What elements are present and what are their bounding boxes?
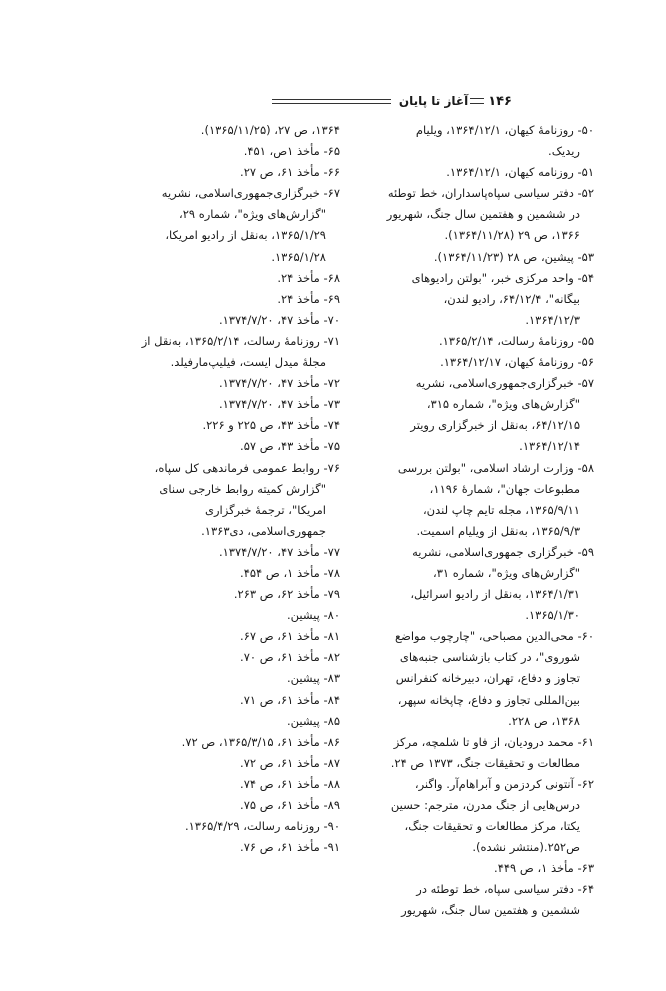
endnote-line bbox=[128, 753, 340, 774]
endnote-number: ۶۷- bbox=[323, 186, 340, 201]
endnote-text: ششمین و هفتمین سال جنگ، شهریور bbox=[401, 903, 580, 918]
endnote-text: پیشین. bbox=[287, 608, 320, 623]
endnote-text: ۱۳۶۵/۱/۲۹، به‌نقل از رادیو امریکا، bbox=[165, 228, 326, 243]
endnote-number: ۷۷- bbox=[323, 544, 340, 559]
endnote-line bbox=[128, 542, 340, 563]
endnote-line bbox=[354, 352, 594, 373]
endnote-line bbox=[354, 225, 594, 246]
endnote-line bbox=[354, 753, 594, 774]
endnote-text: دفتر سیاسی سپاه، خط توطئه در bbox=[416, 882, 574, 897]
endnote-text: مأخذ ۱، ص ۴۵۴. bbox=[240, 565, 320, 580]
endnote-line bbox=[128, 415, 340, 436]
endnote-line bbox=[354, 500, 594, 521]
endnote-number: ۷۸- bbox=[323, 565, 340, 580]
endnote-line bbox=[354, 900, 594, 921]
endnote-line bbox=[354, 331, 594, 352]
endnote-line bbox=[354, 415, 594, 436]
endnote-line bbox=[128, 732, 340, 753]
endnote-line bbox=[128, 162, 340, 183]
endnote-line bbox=[128, 120, 340, 141]
endnote-number: ۵۴- bbox=[577, 270, 594, 285]
endnote-text: بیگانه"، ۶۴/۱۲/۴، رادیو لندن، bbox=[443, 291, 580, 306]
endnote-text: خبرگزاری‌جمهوری‌اسلامی، نشریه bbox=[415, 376, 574, 391]
endnote-line bbox=[354, 183, 594, 204]
endnote-text: واحد مرکزی خبر، "بولتن رادیوهای bbox=[411, 270, 574, 285]
endnote-number: ۶۹- bbox=[323, 291, 340, 306]
endnote-line bbox=[354, 605, 594, 626]
endnote-line bbox=[354, 310, 594, 331]
endnote-line bbox=[354, 479, 594, 500]
endnote-number: ۸۹- bbox=[323, 798, 340, 812]
endnote-number: ۶۱- bbox=[577, 734, 594, 749]
endnote-line bbox=[354, 647, 594, 668]
endnote-text: پیشین. bbox=[287, 671, 320, 686]
endnote-text: خبرگزاری جمهوری‌اسلامی، نشریه bbox=[412, 544, 574, 559]
endnote-number: ۸۲- bbox=[323, 650, 340, 665]
endnote-text: مأخذ ۶۱، ص ۷۵. bbox=[240, 798, 320, 812]
endnote-line bbox=[128, 204, 340, 225]
endnote-text: پیشین. bbox=[287, 713, 320, 728]
endnote-line bbox=[354, 120, 594, 141]
notes-column-right bbox=[354, 120, 594, 922]
endnote-text: بین‌المللی تجاوز و دفاع، چاپخانه سپهر، bbox=[397, 692, 580, 707]
endnote-text: روزنامهٔ رسالت، ۱۳۶۵/۲/۱۴، به‌نقل از bbox=[141, 333, 320, 348]
page-number: ۱۴۶ bbox=[488, 93, 512, 109]
endnote-text: مأخذ ۴۷، ۱۳۷۴/۷/۲۰. bbox=[218, 544, 320, 559]
endnote-line bbox=[128, 647, 340, 668]
endnote-line bbox=[128, 837, 340, 858]
endnote-text: مأخذ ۶۱، ص ۷۲. bbox=[240, 755, 320, 770]
endnote-line bbox=[354, 542, 594, 563]
endnote-line bbox=[128, 626, 340, 647]
endnote-number: ۸۰- bbox=[323, 608, 340, 623]
endnote-number: ۷۵- bbox=[323, 439, 340, 454]
endnote-line bbox=[354, 858, 594, 879]
endnote-line bbox=[128, 331, 340, 352]
endnote-line bbox=[354, 732, 594, 753]
endnote-line bbox=[128, 795, 340, 816]
endnote-text: ۱۳۶۴/۱۲/۱۴. bbox=[519, 439, 580, 454]
endnote-line bbox=[354, 458, 594, 479]
endnote-text: روزنامه کیهان، ۱۳۶۴/۱۲/۱. bbox=[446, 165, 574, 180]
endnote-text: ۱۳۶۵/۱/۳۰. bbox=[525, 608, 580, 623]
endnote-number: ۷۰- bbox=[323, 312, 340, 327]
endnote-text: مأخذ ۴۷، ۱۳۷۴/۷/۲۰. bbox=[218, 397, 320, 412]
endnote-line bbox=[354, 563, 594, 584]
endnote-line bbox=[354, 795, 594, 816]
endnote-text: مطالعات و تحقیقات جنگ، ۱۳۷۳ ص ۲۴. bbox=[390, 755, 580, 770]
endnote-number: ۷۴- bbox=[323, 418, 340, 433]
endnote-line bbox=[128, 458, 340, 479]
endnote-number: ۹۰- bbox=[323, 819, 340, 834]
endnote-number: ۸۱- bbox=[323, 629, 340, 644]
endnote-text: مأخذ ۴۳، ص ۲۲۵ و ۲۲۶. bbox=[202, 418, 320, 433]
endnote-text: ۶۴/۱۲/۱۵، به‌نقل از خبرگزاری رویتر bbox=[410, 418, 580, 433]
endnote-line bbox=[128, 225, 340, 246]
endnote-line bbox=[128, 394, 340, 415]
endnote-text: در ششمین و هفتمین سال جنگ، شهریور bbox=[386, 207, 580, 222]
endnote-number: ۸۷- bbox=[323, 755, 340, 770]
endnote-line bbox=[354, 774, 594, 795]
endnote-text: روابط عمومی فرماندهی کل سپاه، bbox=[154, 460, 320, 475]
endnote-text: روزنامهٔ کیهان، ۱۳۶۴/۱۲/۱۷. bbox=[440, 355, 574, 370]
endnote-text: امریکا"، ترجمهٔ خبرگزاری bbox=[204, 502, 326, 517]
endnote-text: وزارت ارشاد اسلامی، "بولتن بررسی bbox=[397, 460, 574, 475]
endnote-text: مأخذ ۱، ص ۴۴۹. bbox=[494, 861, 574, 876]
endnote-line bbox=[354, 711, 594, 732]
endnote-text: ۱۳۶۸، ص ۲۲۸. bbox=[508, 713, 580, 728]
endnote-number: ۶۴- bbox=[577, 882, 594, 897]
endnote-text: ۱۳۶۵/۱/۲۸. bbox=[271, 249, 326, 264]
endnote-text: روزنامه رسالت، ۱۳۶۵/۴/۲۹. bbox=[184, 819, 320, 834]
endnote-text: "گزارش‌های ویژه"، شماره ۳۱، bbox=[432, 565, 580, 580]
endnote-number: ۶۲- bbox=[577, 776, 594, 791]
endnote-text: پیشین، ص ۲۸ (۱۳۶۴/۱۱/۲۳). bbox=[433, 249, 574, 264]
endnote-number: ۹۱- bbox=[323, 840, 340, 855]
endnote-number: ۸۸- bbox=[323, 776, 340, 791]
endnote-text: مأخذ ۲۴. bbox=[277, 291, 320, 306]
endnote-number: ۸۵- bbox=[323, 713, 340, 728]
running-title: آغاز تا پایان bbox=[398, 94, 469, 108]
endnote-number: ۷۲- bbox=[323, 376, 340, 391]
endnote-number: ۶۵- bbox=[323, 144, 340, 159]
endnote-line bbox=[128, 289, 340, 310]
endnote-text: مأخذ ۶۱، ص ۷۱. bbox=[240, 692, 320, 707]
endnote-text: محمد درودیان، از فاو تا شلمچه، مرکز bbox=[393, 734, 574, 749]
endnote-number: ۵۹- bbox=[577, 544, 594, 559]
endnote-text: مأخذ ۶۱، ص ۶۷. bbox=[240, 629, 320, 644]
endnote-line bbox=[128, 605, 340, 626]
endnote-text: ۱۳۶۵/۹/۱۱، مجله تایم چاپ لندن، bbox=[422, 502, 580, 517]
endnote-number: ۶۸- bbox=[323, 270, 340, 285]
endnote-line bbox=[354, 690, 594, 711]
endnote-text: "گزارش کمیته روابط خارجی سنای bbox=[159, 481, 326, 496]
endnote-line bbox=[128, 816, 340, 837]
endnote-text: ۱۳۶۴، ص ۲۷، (۱۳۶۵/۱۱/۲۵). bbox=[200, 123, 340, 137]
endnote-number: ۷۱- bbox=[323, 333, 340, 348]
endnote-number: ۷۹- bbox=[323, 587, 340, 602]
endnote-number: ۷۶- bbox=[323, 460, 340, 475]
endnote-text: محی‌الدین مصباحی، "چارچوب مواضع bbox=[394, 629, 574, 644]
endnote-number: ۵۵- bbox=[577, 333, 594, 348]
endnote-text: مأخذ ۶۱، ص ۷۴. bbox=[240, 776, 320, 791]
endnote-number: ۵۶- bbox=[577, 355, 594, 370]
endnote-text: "گزارش‌های ویژه"، شماره ۲۹، bbox=[178, 207, 326, 222]
endnote-text: مطبوعات جهان"، شمارهٔ ۱۱۹۶، bbox=[429, 481, 580, 496]
endnote-number: ۵۱- bbox=[577, 165, 594, 180]
endnote-line bbox=[128, 183, 340, 204]
endnote-text: ص۲۵۲.(منتشر نشده). bbox=[472, 840, 580, 855]
endnote-line bbox=[354, 141, 594, 162]
endnote-number: ۷۳- bbox=[323, 397, 340, 412]
endnote-text: مأخذ ۲۴. bbox=[277, 270, 320, 285]
endnote-text: ۱۳۶۵/۹/۳، به‌نقل از ویلیام اسمیت. bbox=[416, 523, 580, 538]
endnote-line bbox=[354, 394, 594, 415]
endnote-text: مأخذ ۶۲، ص ۲۶۳. bbox=[233, 587, 320, 602]
endnote-text: درس‌هایی از جنگ مدرن، مترجم: حسین bbox=[390, 798, 580, 812]
endnote-number: ۵۳- bbox=[577, 249, 594, 264]
endnote-line bbox=[354, 162, 594, 183]
endnote-number: ۵۲- bbox=[577, 186, 594, 201]
header-ornament bbox=[470, 98, 484, 104]
endnote-line bbox=[354, 268, 594, 289]
endnote-text: جمهوری‌اسلامی، دی۱۳۶۳. bbox=[201, 523, 326, 538]
endnote-line bbox=[128, 436, 340, 457]
endnote-text: خبرگزاری‌جمهوری‌اسلامی، نشریه bbox=[161, 186, 320, 201]
endnote-number: ۶۶- bbox=[323, 165, 340, 180]
endnote-text: دفتر سیاسی سپاه‌پاسداران، خط توطئه bbox=[387, 186, 574, 201]
endnote-number: ۸۶- bbox=[323, 734, 340, 749]
endnote-text: آنتونی کردزمن و آبراهام‌آر. واگنر، bbox=[414, 776, 574, 791]
endnote-line bbox=[128, 141, 340, 162]
running-header bbox=[272, 90, 512, 112]
endnote-text: مأخذ ۶۱، ص ۲۷. bbox=[240, 165, 320, 180]
endnote-number: ۵۰- bbox=[577, 123, 594, 137]
endnote-line bbox=[354, 373, 594, 394]
endnote-text: شوروی"، در کتاب بازشناسی جنبه‌های bbox=[399, 650, 580, 665]
endnote-text: مأخذ ۴۷، ۱۳۷۴/۷/۲۰. bbox=[218, 312, 320, 327]
endnote-number: ۶۳- bbox=[577, 861, 594, 876]
endnote-text: مأخذ ۱ص، ۴۵۱. bbox=[243, 144, 320, 159]
endnote-line bbox=[354, 668, 594, 689]
notes-column-left bbox=[128, 120, 340, 858]
endnote-line bbox=[128, 352, 340, 373]
endnote-line bbox=[128, 711, 340, 732]
endnote-line bbox=[128, 479, 340, 500]
endnote-line bbox=[354, 436, 594, 457]
endnote-line bbox=[128, 690, 340, 711]
endnote-text: روزنامهٔ کیهان، ۱۳۶۴/۱۲/۱، ویلیام bbox=[415, 123, 574, 137]
endnote-line bbox=[354, 837, 594, 858]
endnote-line bbox=[354, 626, 594, 647]
endnote-text: مأخذ ۶۱، ۱۳۶۵/۳/۱۵، ص ۷۲. bbox=[181, 734, 320, 749]
endnote-text: ریدیک. bbox=[548, 144, 580, 159]
endnote-line bbox=[128, 774, 340, 795]
endnote-text: "گزارش‌های ویژه"، شماره ۳۱۵، bbox=[426, 397, 580, 412]
endnote-text: ۱۳۶۴/۱۲/۳. bbox=[525, 312, 580, 327]
endnote-line bbox=[354, 584, 594, 605]
endnote-text: ۱۳۶۴/۱/۳۱، به‌نقل از رادیو اسرائیل، bbox=[410, 587, 580, 602]
endnote-line bbox=[128, 668, 340, 689]
endnote-line bbox=[354, 247, 594, 268]
endnote-line bbox=[354, 521, 594, 542]
endnote-number: ۵۸- bbox=[577, 460, 594, 475]
endnote-text: مأخذ ۶۱، ص ۷۶. bbox=[240, 840, 320, 855]
endnote-line bbox=[354, 816, 594, 837]
endnote-text: مأخذ ۴۷، ۱۳۷۴/۷/۲۰. bbox=[218, 376, 320, 391]
endnote-text: روزنامهٔ رسالت، ۱۳۶۵/۲/۱۴. bbox=[438, 333, 574, 348]
endnote-line bbox=[354, 204, 594, 225]
endnote-text: ۱۳۶۶، ص ۲۹ (۱۳۶۴/۱۱/۲۸). bbox=[444, 228, 580, 243]
endnote-text: یکتا، مرکز مطالعات و تحقیقات جنگ، bbox=[404, 819, 580, 834]
endnote-number: ۶۰- bbox=[577, 629, 594, 644]
endnote-number: ۸۴- bbox=[323, 692, 340, 707]
endnote-text: تجاوز و دفاع، تهران، دبیرخانه کنفرانس bbox=[395, 671, 580, 686]
endnote-line bbox=[128, 584, 340, 605]
endnote-text: مأخذ ۴۳، ص ۵۷. bbox=[240, 439, 320, 454]
endnote-number: ۵۷- bbox=[577, 376, 594, 391]
endnote-line bbox=[128, 310, 340, 331]
endnote-line bbox=[128, 268, 340, 289]
endnote-line bbox=[128, 521, 340, 542]
endnote-line bbox=[354, 289, 594, 310]
endnote-number: ۸۳- bbox=[323, 671, 340, 686]
endnote-text: مجلهٔ میدل ایست، فیلیپ‌مارفیلد. bbox=[170, 355, 326, 370]
endnote-line bbox=[128, 500, 340, 521]
endnote-text: مأخذ ۶۱، ص ۷۰. bbox=[240, 650, 320, 665]
endnote-line bbox=[128, 563, 340, 584]
endnote-line bbox=[354, 879, 594, 900]
endnote-line bbox=[128, 247, 340, 268]
header-rule bbox=[272, 99, 391, 104]
endnote-line bbox=[128, 373, 340, 394]
